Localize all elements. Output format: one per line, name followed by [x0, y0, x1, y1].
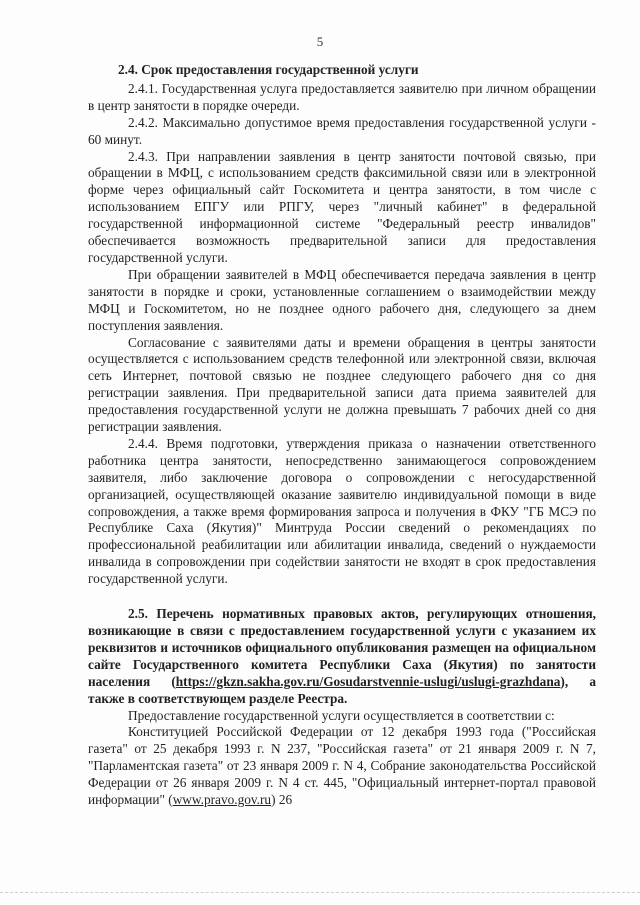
page-bottom-edge: [0, 892, 640, 893]
paragraph-constitution: [88, 724, 596, 809]
page-number: 5: [316, 34, 324, 49]
section-2-4-heading: 2.4. Срок предоставления государственной услуги: [118, 62, 419, 77]
constitution-text: Конституцией Российской Федерации от 12 декабря 1993 года ("Российская газета" от 25 декабря 1993 г. N 237, "Российская газета" от 21 января 2009 г. N 7, "Парламентская газета" от 23 января 2009 г. N 4, Собрание законодательства Российской Федерации от 26 января 2009 г. N 4 ст. 445, "Официальный интернет-портал правовой информации" (: [88, 724, 596, 808]
paragraph-legal-basis: Предоставление государственной услуги осуществляется в соответствии с:: [128, 707, 555, 723]
pravo-gov-link[interactable]: www.pravo.gov.ru: [172, 792, 272, 808]
paragraph-2-4-3: 2.4.3. При направлении заявления в центр занятости почтовой связью, при обращении в МФЦ, с использованием средств факсимильной связи или в электронной форме через официальный сайт Госкомитета и центра занятости, в том числе с использованием ЕПГУ или РПГУ, через "личный кабинет" в федеральной государственной информационной системе "Федеральный реестр инвалидов" обеспечивается возможность предварительной записи для предоставления государственной услуги.: [88, 148, 596, 265]
paragraph-mfc-transfer: При обращении заявителей в МФЦ обеспечивается передача заявления в центр занятости в порядке и сроки, установленные соглашением о взаимодействии между МФЦ и Госкомитетом, но не позднее одного рабочего дня, следующего за днем поступления заявления.: [88, 266, 596, 333]
paragraph-2-4-1: 2.4.1. Государственная услуга предоставляется заявителю при личном обращении в центр занятости в порядке очереди.: [88, 80, 596, 113]
gkzn-services-link[interactable]: https://gkzn.sakha.gov.ru/Gosudarstvennie-uslugi/uslugi-grazhdana: [175, 673, 561, 689]
constitution-tail: ) 26: [271, 792, 293, 808]
paragraph-2-4-2: 2.4.2. Максимально допустимое время предоставления государственной услуги - 60 минут.: [88, 114, 596, 147]
paragraph-coordination: Согласование с заявителями даты и времени обращения в центры занятости осуществляется с использованием средств телефонной или электронной связи, включая сеть Интернет, почтовой связью не позднее следующего рабочего дня со дня регистрации заявления. При предварительной записи дата приема заявителей для предоставления государственной услуги не должна превышать 7 рабочих дней со дня регистрации заявления.: [88, 334, 596, 435]
section-2-5-heading: [88, 606, 596, 707]
paragraph-2-4-4: 2.4.4. Время подготовки, утверждения приказа о назначении ответственного работника центра занятости, непосредственно занимающегося сопровождением заявителя, либо заключение договора о сопровождении с негосударственной организацией, осуществляющей оказание заявителю индивидуальной помощи в виде сопровождения, а также время формирования запроса и получения в ФКУ "ГБ МСЭ по Республике Саха (Якутия)" Минтруда России сведений о рекомендациях по профессиональной реабилитации или абилитации инвалида, сведений о нуждаемости инвалида в сопровождении при содействии занятости не входят в срок предоставления государственной услуги.: [88, 435, 596, 587]
section-2-5-heading-tail: ), а также в соответствующем разделе Реестра.: [88, 673, 596, 706]
section-2-5-heading-text: 2.5. Перечень нормативных правовых актов, регулирующих отношения, возникающие в связи с предоставлением государственной услуги с указанием их реквизитов и источников официального опубликования размещен на официальном сайте Государственного комитета Республики Саха (Якутия) по занятости населения (: [88, 606, 596, 689]
document-body: [88, 62, 596, 809]
